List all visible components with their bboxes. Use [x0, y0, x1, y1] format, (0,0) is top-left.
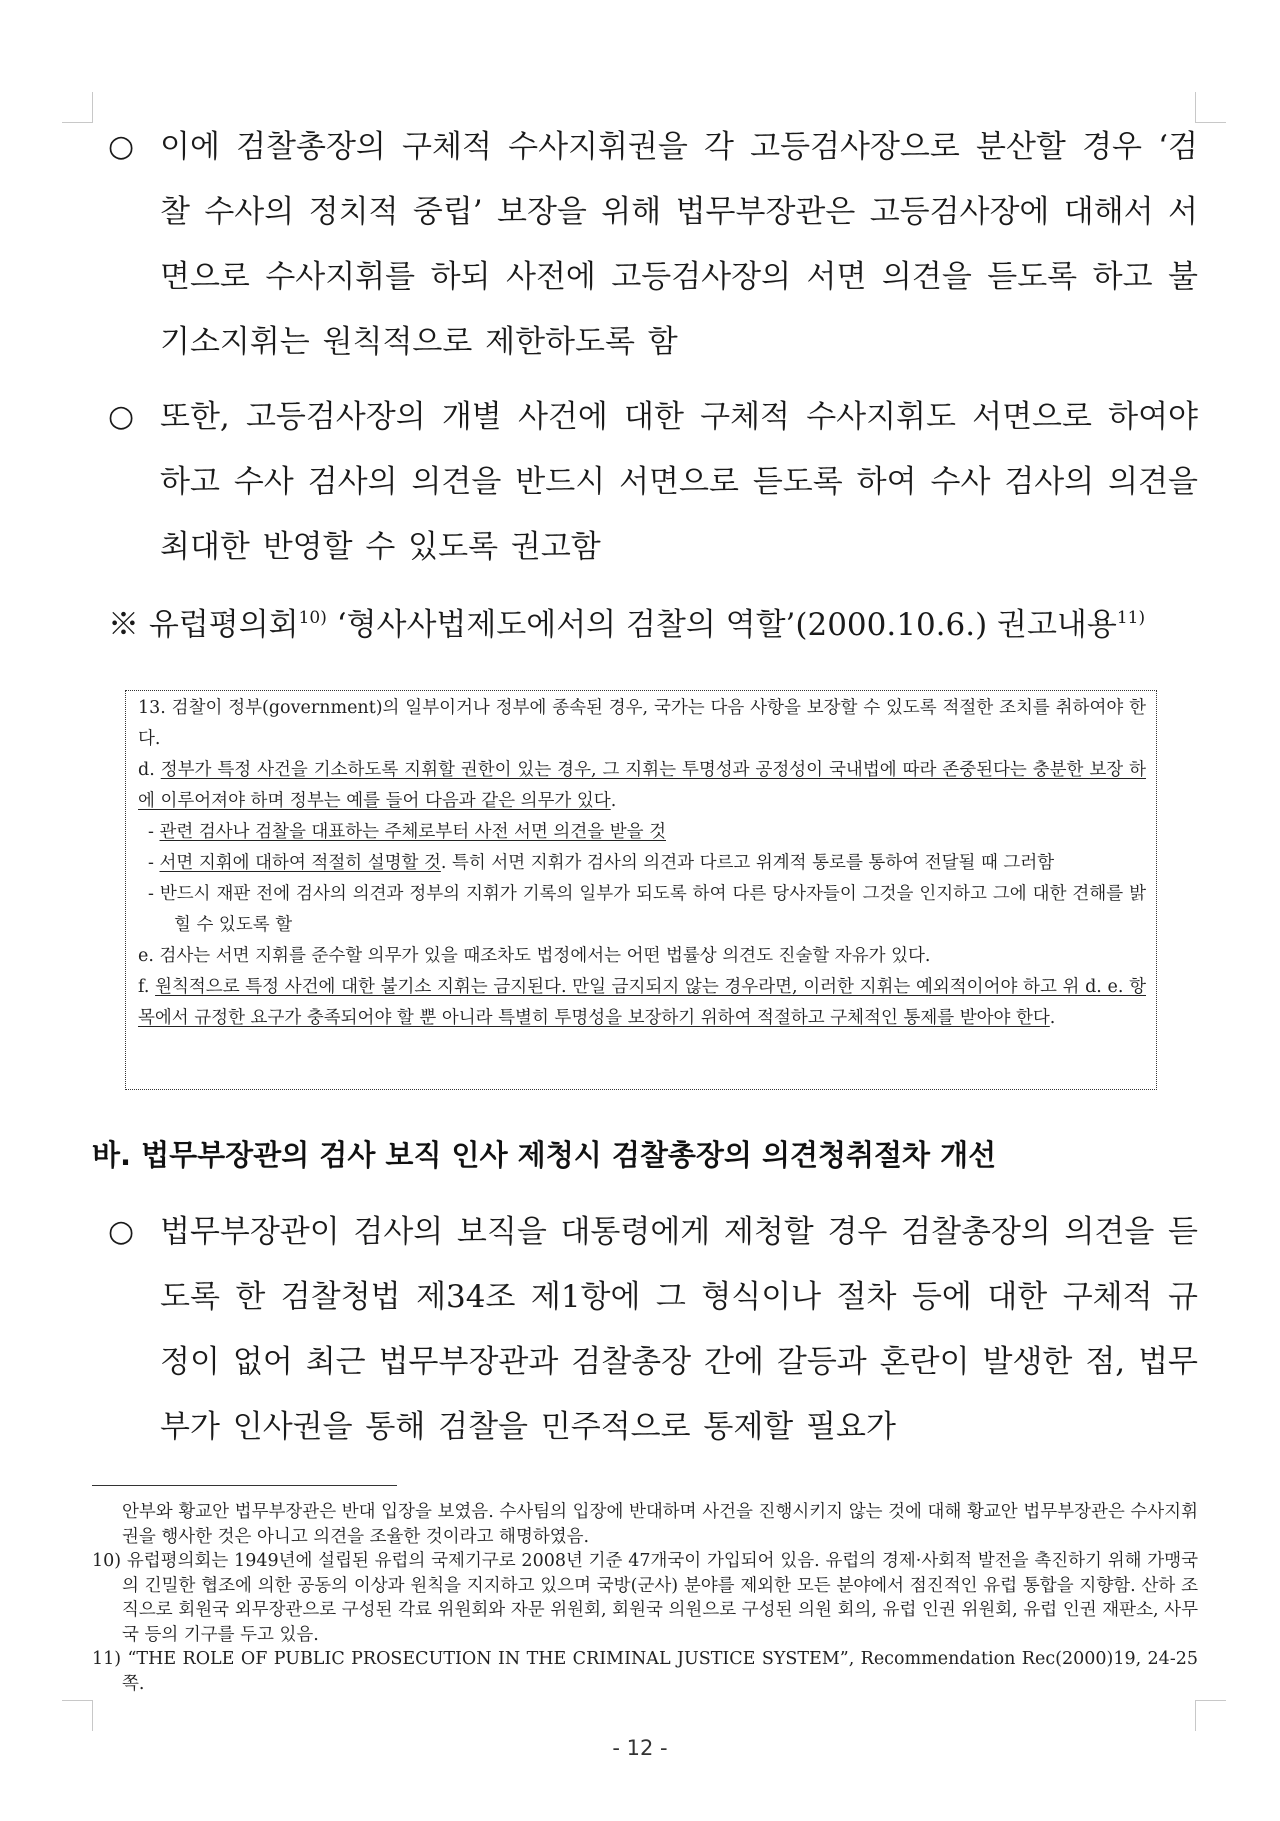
rec-sub-item-1-underlined: 관련 검사나 검찰을 대표하는 주체로부터 사전 서면 의견을 받을 것	[159, 822, 666, 842]
paragraph-text: 이에 검찰총장의 구체적 수사지휘권을 각 고등검사장으로 분산할 경우 ‘검찰 수사의 정치적 중립’ 보장을 위해 법무부장관은 고등검사장에 대해서 서면으로 수사지휘를 하되 사전에 고등검사장의 서면 의견을 듣도록 하고 불기소지휘는 원칙적으로 제한하도록 함	[160, 129, 1198, 360]
footnote-ref-10: 10)	[298, 608, 327, 628]
paragraph-text: 법무부장관이 검사의 보직을 대통령에게 제청할 경우 검찰총장의 의견을 듣도록 한 검찰청법 제34조 제1항에 그 형식이나 절차 등에 대한 구체적 규정이 없어 최근 법무부장관과 검찰총장 간에 갈등과 혼란이 발생한 점, 법무부가 인사권을 통해 검찰을 민주적으로 통제할 필요가	[160, 1214, 1198, 1445]
circle-bullet: ○	[108, 129, 135, 164]
footnotes	[92, 1500, 1198, 1696]
rec-item-d-prefix: d.	[138, 760, 161, 780]
crop-mark-bottom-right	[1195, 1700, 1226, 1731]
rec-item-d-suffix: .	[610, 791, 617, 811]
footnote-ref-11: 11)	[1116, 608, 1146, 628]
dash: -	[148, 822, 160, 842]
circle-bullet: ○	[108, 1214, 135, 1249]
section-heading: 바. 법무부장관의 검사 보직 인사 제청시 검찰총장의 의견청취절차 개선	[92, 1138, 997, 1172]
rec-item-f-prefix: f.	[138, 977, 156, 997]
rec-sub-item-3: - 반드시 재판 전에 검사의 의견과 정부의 지휘가 기록의 일부가 되도록 하여 다른 당사자들이 그것을 인지하고 그에 대한 견해를 밝힐 수 있도록 할	[148, 884, 1146, 935]
rec-item-f	[138, 972, 1146, 1034]
footnote-11: 11) “THE ROLE OF PUBLIC PROSECUTION IN THE CRIMINAL JUSTICE SYSTEM”, Recommendation Rec(2000)19, 24-25쪽.	[92, 1649, 1198, 1694]
rec-item-13: 13. 검찰이 정부(government)의 일부이거나 정부에 종속된 경우, 국가는 다음 사항을 보장할 수 있도록 적절한 조치를 취하여야 한다.	[138, 698, 1146, 749]
rec-item-d	[138, 755, 1146, 817]
rec-sub-item-2-rest: . 특히 서면 지휘가 검사의 의견과 다르고 위계적 통로를 통하여 전달될 때 그러함	[440, 853, 1055, 873]
reference-note	[108, 595, 1208, 655]
circle-bullet: ○	[108, 399, 135, 434]
paragraph-text: 또한, 고등검사장의 개별 사건에 대한 구체적 수사지휘도 서면으로 하여야 하고 수사 검사의 의견을 반드시 서면으로 듣도록 하여 수사 검사의 의견을 최대한 반영할 수 있도록 권고함	[160, 399, 1198, 565]
note-mark: ※	[108, 607, 139, 643]
rec-item-f-suffix: .	[1049, 1008, 1056, 1028]
rec-item-d-underlined: 정부가 특정 사건을 기소하도록 지휘할 권한이 있는 경우, 그 지휘는 투명성과 공정성이 국내법에 따라 존중된다는 충분한 보장 하에 이루어져야 하며 정부는 예를 들어 다음과 같은 의무가 있다	[138, 760, 1147, 811]
rec-sub-item-2-underlined: 서면 지휘에 대하여 적절히 설명할 것	[159, 853, 441, 873]
dash: -	[148, 853, 160, 873]
paragraph-1	[108, 115, 1198, 375]
paragraph-3	[108, 1200, 1198, 1460]
footnote-separator	[92, 1485, 397, 1486]
rec-sub-item-1	[138, 817, 1146, 848]
crop-mark-top-right	[1195, 92, 1226, 123]
page-number: - 12 -	[612, 1736, 668, 1760]
rec-item-e: e. 검사는 서면 지휘를 준수할 의무가 있을 때조차도 법정에서는 어떤 법률상 의견도 진술할 자유가 있다.	[138, 946, 931, 966]
crop-mark-bottom-left	[62, 1700, 93, 1731]
crop-mark-top-left	[62, 92, 93, 123]
note-org: 유럽평의회	[148, 607, 299, 643]
note-title: ‘형사사법제도에서의 검찰의 역할’(2000.10.6.) 권고내용	[336, 607, 1117, 643]
paragraph-2	[108, 385, 1198, 580]
rec-item-f-underlined: 원칙적으로 특정 사건에 대한 불기소 지휘는 금지된다. 만일 금지되지 않는 경우라면, 이러한 지휘는 예외적이어야 하고 위 d. e. 항목에서 규정한 요구가 충족되어야 할 뿐 아니라 특별히 투명성을 보장하기 위하여 적절하고 구체적인 통제를 받아야 한다	[138, 977, 1146, 1028]
rec-sub-item-2	[138, 848, 1146, 879]
recommendation-box	[125, 690, 1157, 1090]
footnote-10: 10) 유럽평의회는 1949년에 설립된 유럽의 국제기구로 2008년 기준 47개국이 가입되어 있음. 유럽의 경제·사회적 발전을 촉진하기 위해 가맹국의 긴밀한 협조에 의한 공동의 이상과 원칙을 지지하고 있으며 국방(군사) 분야를 제외한 모든 분야에서 점진적인 유럽 통합을 지향함. 산하 조직으로 회원국 외무장관으로 구성된 각료 위원회와 자문 위원회, 회원국 의원으로 구성된 의원 회의, 유럽 인권 위원회, 유럽 인권 재판소, 사무국 등의 기구를 두고 있음.	[92, 1551, 1198, 1645]
footnote-continuation: 안부와 황교안 법무부장관은 반대 입장을 보였음. 수사팀의 입장에 반대하며 사건을 진행시키지 않는 것에 대해 황교안 법무부장관은 수사지휘권을 행사한 것은 아니고 의견을 조율한 것이라고 해명하였음.	[122, 1502, 1198, 1547]
